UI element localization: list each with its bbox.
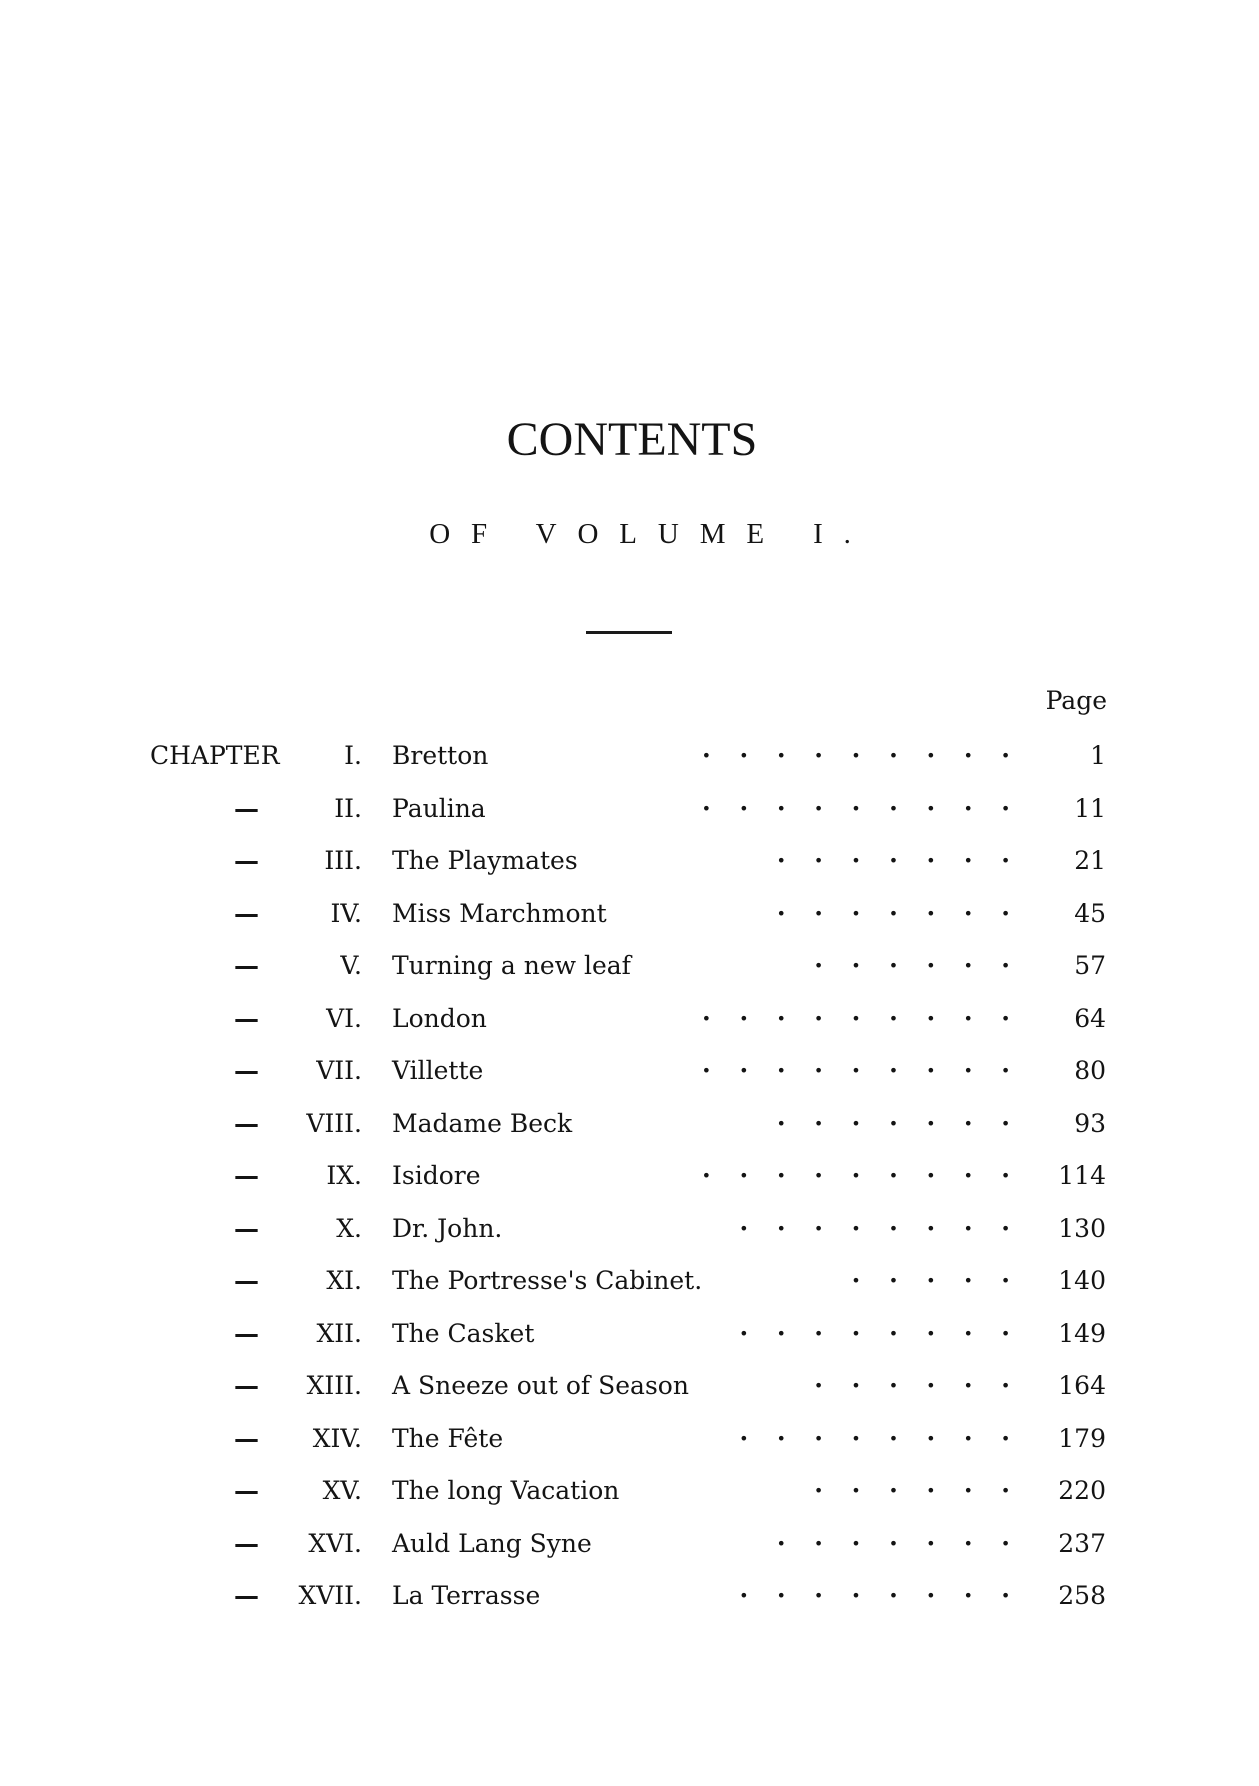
ditto-dash: — (234, 898, 259, 928)
page-number: 1 (1090, 741, 1106, 770)
dot-leader: · · · · · · · · · (702, 793, 1020, 823)
dot-leader: · · · · · · · · (739, 1318, 1020, 1348)
chapter-numeral: XII. (316, 1318, 362, 1348)
chapter-title: The long Vacation (392, 1476, 620, 1505)
chapter-numeral: XIV. (312, 1423, 362, 1453)
ditto-dash: — (234, 1423, 259, 1453)
page-number: 93 (1074, 1108, 1106, 1138)
dot-leader: · · · · · (851, 1266, 1020, 1295)
volume-subtitle: OF VOLUME I. (429, 518, 872, 550)
chapter-numeral: III. (324, 846, 362, 875)
chapter-title: The Playmates (392, 846, 578, 875)
chapter-title: Paulina (392, 793, 486, 823)
dot-leader: · · · · · · · · · (702, 1161, 1020, 1190)
toc-entry (0, 1471, 1259, 1511)
toc-entry (0, 1576, 1259, 1616)
chapter-title: Madame Beck (392, 1108, 573, 1138)
chapter-numeral: XI. (326, 1266, 362, 1295)
page-number: 21 (1074, 846, 1106, 875)
chapter-numeral: XVII. (298, 1581, 362, 1610)
chapter-title: Isidore (392, 1161, 481, 1190)
toc-entry (0, 1051, 1259, 1091)
dot-leader: · · · · · · · · · (702, 1056, 1020, 1085)
chapter-numeral: X. (336, 1213, 362, 1243)
page-number: 164 (1058, 1371, 1106, 1400)
page-number: 149 (1058, 1318, 1106, 1348)
dot-leader: · · · · · · · · (739, 1423, 1020, 1453)
dot-leader: · · · · · · · (776, 1528, 1020, 1558)
page-number: 140 (1058, 1266, 1106, 1295)
toc-entry (0, 1419, 1259, 1459)
chapter-title: The Portresse's Cabinet. (392, 1266, 703, 1295)
page-number: 80 (1074, 1056, 1106, 1085)
chapter-title: Dr. John. (392, 1213, 503, 1243)
chapter-title: The Fête (392, 1423, 504, 1453)
page-number: 11 (1074, 793, 1106, 823)
chapter-numeral: XIII. (306, 1371, 362, 1400)
chapter-numeral: VIII. (306, 1108, 362, 1138)
page-number: 179 (1058, 1423, 1106, 1453)
page-number: 220 (1058, 1476, 1106, 1505)
dot-leader: · · · · · · · (776, 1108, 1020, 1138)
dot-leader: · · · · · · (814, 1371, 1020, 1400)
toc-entry (0, 999, 1259, 1039)
toc-entry (0, 1156, 1259, 1196)
chapter-title: Auld Lang Syne (392, 1528, 592, 1558)
page-title: CONTENTS (506, 413, 758, 466)
dot-leader: · · · · · · · · · (702, 741, 1020, 770)
chapter-label: CHAPTER (150, 741, 280, 770)
ditto-dash: — (234, 1528, 259, 1558)
dot-leader: · · · · · · · (776, 898, 1020, 928)
ditto-dash: — (234, 1371, 259, 1400)
dot-leader: · · · · · · · · (739, 1213, 1020, 1243)
ditto-dash: — (234, 1476, 259, 1505)
ditto-dash: — (234, 1581, 259, 1610)
page-number: 57 (1074, 951, 1106, 980)
chapter-numeral: IX. (326, 1161, 362, 1190)
toc-entry (0, 894, 1259, 934)
toc-entry (0, 946, 1259, 986)
dot-leader: · · · · · · · (776, 846, 1020, 875)
ditto-dash: — (234, 1003, 259, 1033)
page-number: 114 (1058, 1161, 1106, 1190)
dot-leader: · · · · · · (814, 951, 1020, 980)
page-number: 130 (1058, 1213, 1106, 1243)
chapter-title: A Sneeze out of Season (392, 1371, 689, 1400)
page-number: 64 (1074, 1003, 1106, 1033)
toc-entry (0, 1209, 1259, 1249)
page-number: 45 (1074, 898, 1106, 928)
toc-entry (0, 1366, 1259, 1406)
chapter-title: The Casket (392, 1318, 535, 1348)
toc-entry (0, 841, 1259, 881)
toc-entry (0, 1524, 1259, 1564)
chapter-numeral: XVI. (308, 1528, 362, 1558)
dot-leader: · · · · · · (814, 1476, 1020, 1505)
chapter-numeral: VI. (326, 1003, 362, 1033)
toc-entry (0, 1104, 1259, 1144)
chapter-numeral: I. (344, 741, 362, 770)
ditto-dash: — (234, 1056, 259, 1085)
chapter-title: Turning a new leaf (392, 951, 631, 980)
page-number: 237 (1058, 1528, 1106, 1558)
ditto-dash: — (234, 1318, 259, 1348)
toc-entry (0, 736, 1259, 776)
ditto-dash: — (234, 1161, 259, 1190)
toc-entry (0, 789, 1259, 829)
chapter-title: London (392, 1003, 487, 1033)
dot-leader: · · · · · · · · · (702, 1003, 1020, 1033)
toc-entry (0, 1261, 1259, 1301)
chapter-title: Miss Marchmont (392, 898, 607, 928)
ditto-dash: — (234, 1213, 259, 1243)
chapter-title: Villette (392, 1056, 484, 1085)
chapter-numeral: II. (334, 793, 362, 823)
ditto-dash: — (234, 1108, 259, 1138)
chapter-title: La Terrasse (392, 1581, 541, 1610)
chapter-numeral: VII. (316, 1056, 362, 1085)
chapter-numeral: V. (340, 951, 362, 980)
chapter-title: Bretton (392, 741, 489, 770)
ditto-dash: — (234, 846, 259, 875)
page-column-heading: Page (1045, 686, 1107, 715)
page-number: 258 (1058, 1581, 1106, 1610)
chapter-numeral: XV. (322, 1476, 362, 1505)
ditto-dash: — (234, 951, 259, 980)
ditto-dash: — (234, 1266, 259, 1295)
ditto-dash: — (234, 793, 259, 823)
dot-leader: · · · · · · · · (739, 1581, 1020, 1610)
chapter-numeral: IV. (330, 898, 362, 928)
toc-entry (0, 1314, 1259, 1354)
